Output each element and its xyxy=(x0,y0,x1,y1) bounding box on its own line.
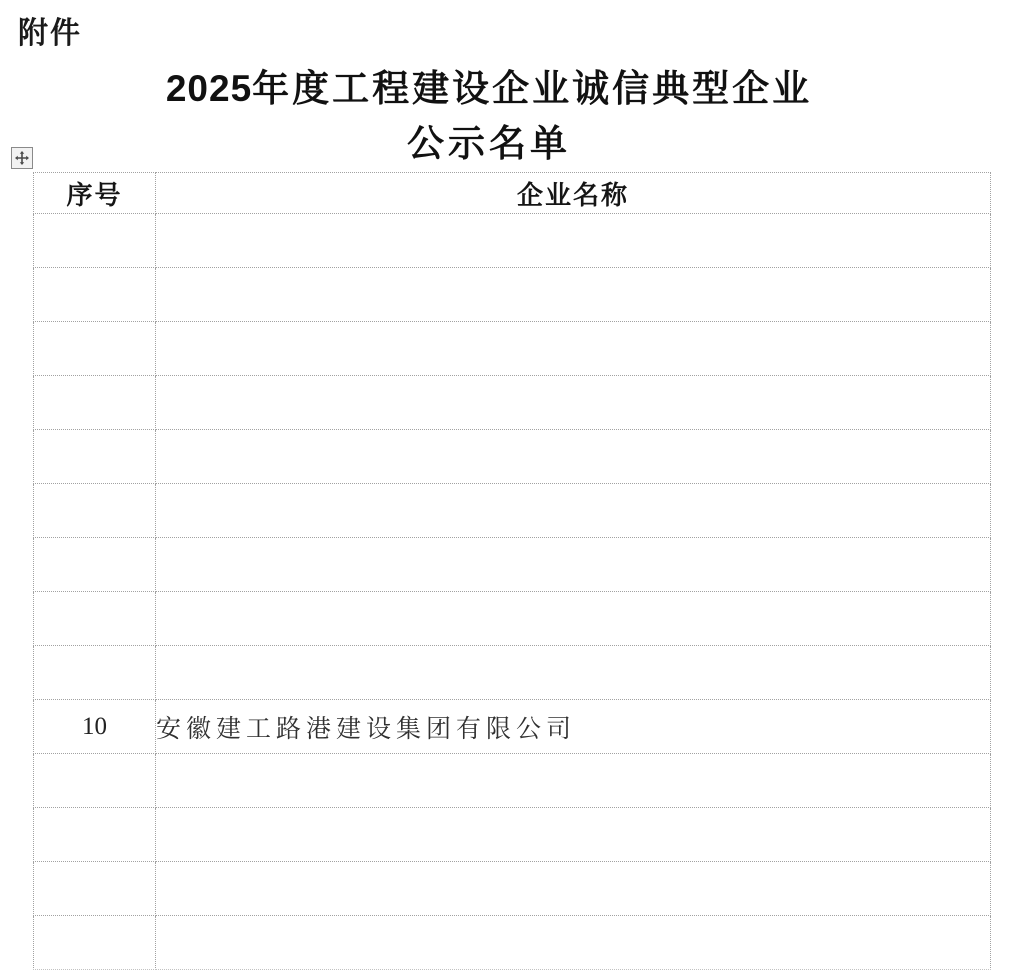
serial-cell[interactable] xyxy=(34,322,156,376)
serial-cell[interactable] xyxy=(34,268,156,322)
table-row xyxy=(34,916,991,970)
serial-cell[interactable] xyxy=(34,754,156,808)
serial-cell[interactable] xyxy=(34,862,156,916)
table-row xyxy=(34,646,991,700)
title-line1-text: 年度工程建设企业诚信典型企业 xyxy=(252,69,813,110)
company-name-cell[interactable] xyxy=(156,484,991,538)
table-row xyxy=(34,376,991,430)
company-name-cell[interactable] xyxy=(156,646,991,700)
serial-cell[interactable] xyxy=(34,808,156,862)
company-name-cell[interactable] xyxy=(156,754,991,808)
serial-cell[interactable] xyxy=(34,592,156,646)
company-name-cell[interactable] xyxy=(156,916,991,970)
table-row xyxy=(34,214,991,268)
company-name-cell[interactable] xyxy=(156,214,991,268)
table-row xyxy=(34,754,991,808)
serial-cell[interactable] xyxy=(34,376,156,430)
company-name-cell[interactable] xyxy=(156,592,991,646)
table-row xyxy=(34,592,991,646)
table-row xyxy=(34,268,991,322)
serial-cell[interactable] xyxy=(34,538,156,592)
table-row xyxy=(34,808,991,862)
company-name-cell[interactable]: 安徽建工路港建设集团有限公司 xyxy=(156,700,991,754)
serial-cell[interactable] xyxy=(34,484,156,538)
serial-cell[interactable]: 10 xyxy=(34,700,156,754)
company-name-cell[interactable] xyxy=(156,862,991,916)
company-name-cell[interactable] xyxy=(156,268,991,322)
company-list-table xyxy=(33,172,991,970)
company-name-cell[interactable] xyxy=(156,376,991,430)
title-year: 2025 xyxy=(165,68,253,109)
page-title-line2: 公示名单 xyxy=(407,124,571,165)
serial-cell[interactable] xyxy=(34,646,156,700)
page-title-line1 xyxy=(0,64,978,115)
column-header-index[interactable]: 序号 xyxy=(34,173,156,214)
company-name-cell[interactable] xyxy=(156,430,991,484)
company-name-cell[interactable] xyxy=(156,808,991,862)
serial-cell[interactable] xyxy=(34,916,156,970)
table-row xyxy=(34,862,991,916)
company-name-cell[interactable] xyxy=(156,322,991,376)
table-header-row xyxy=(34,173,991,214)
column-header-name[interactable]: 企业名称 xyxy=(156,173,991,214)
serial-cell[interactable] xyxy=(34,214,156,268)
table-row xyxy=(34,700,991,754)
table-row xyxy=(34,538,991,592)
table-row xyxy=(34,430,991,484)
move-icon xyxy=(15,151,29,165)
page-title xyxy=(0,64,978,167)
attachment-label: 附件 xyxy=(18,17,82,50)
company-name-cell[interactable] xyxy=(156,538,991,592)
table-move-handle[interactable] xyxy=(11,147,33,169)
table-row xyxy=(34,484,991,538)
serial-cell[interactable] xyxy=(34,430,156,484)
table-row xyxy=(34,322,991,376)
